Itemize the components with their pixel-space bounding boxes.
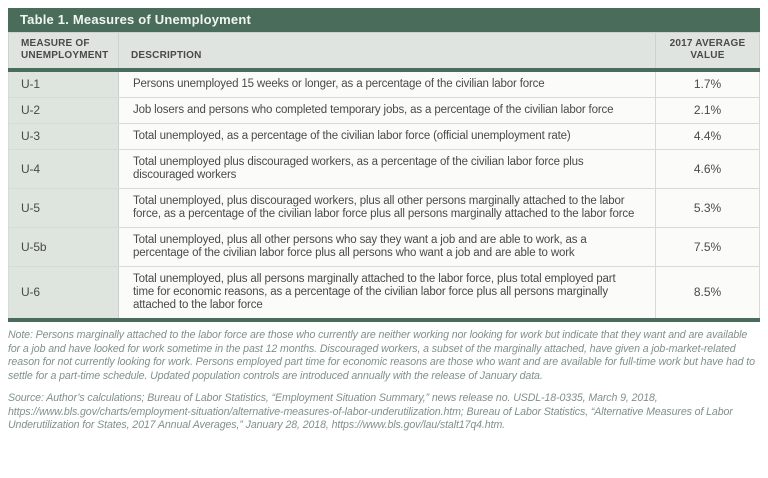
table-row (9, 267, 760, 321)
table-row (9, 98, 760, 124)
measure-description: Total unemployed, plus all other persons who say they want a job and are able to work, as a percentage of the civilian labor force plus all persons who want a job and are able to work (119, 228, 656, 267)
measure-value: 4.6% (656, 150, 760, 189)
table-figure (8, 8, 760, 433)
unemployment-table (8, 32, 760, 322)
table-row (9, 228, 760, 267)
measure-description: Total unemployed, plus discouraged workers, plus all other persons marginally attached to the labor force, as a percentage of the civilian labor force plus all persons marginally attached to the labor force (119, 189, 656, 228)
table-row (9, 124, 760, 150)
table-note: Note: Persons marginally attached to the labor force are those who currently are neither working nor looking for work but indicate that they want and are available for a job and have looked for work sometime in the past 12 months. Discouraged workers, a subset of the marginally attached, have given a job-market-related reason for not currently looking for work. Persons employed part time for economic reasons are those who want and are available for full-time work but have had to settle for a part-time schedule. Updated population controls are introduced annually with the release of January data. (8, 329, 755, 382)
table-row (9, 150, 760, 189)
measure-value: 1.7% (656, 70, 760, 98)
measure-label: U-2 (9, 98, 119, 124)
table-row (9, 189, 760, 228)
table-row (9, 70, 760, 98)
measure-value: 4.4% (656, 124, 760, 150)
measure-description: Total unemployed, plus all persons marginally attached to the labor force, plus total employed part time for economic reasons, as a percentage of the civilian labor force plus all persons marginally attached to the labor force (119, 267, 656, 321)
measure-label: U-6 (9, 267, 119, 321)
measure-label: U-5 (9, 189, 119, 228)
measure-value: 7.5% (656, 228, 760, 267)
column-header-measure: MEASURE OF UNEMPLOYMENT (9, 33, 119, 71)
measure-description: Total unemployed, as a percentage of the civilian labor force (official unemployment rate) (119, 124, 656, 150)
table-title: Table 1. Measures of Unemployment (8, 8, 760, 32)
measure-description: Persons unemployed 15 weeks or longer, as a percentage of the civilian labor force (119, 70, 656, 98)
measure-value: 2.1% (656, 98, 760, 124)
table-source: Source: Author’s calculations; Bureau of Labor Statistics, “Employment Situation Summary,” news release no. USDL-18-0335, March 9, 2018, https://www.bls.gov/charts/employment-situation/alternative-measures-of-labor-underutilization.htm; Bureau of Labor Statistics, “Alternative Measures of Labor Underutilization for States, 2017 Annual Averages,” January 28, 2018, https://www.bls.gov/lau/stalt17q4.htm. (8, 392, 733, 431)
header-row (9, 33, 760, 71)
measure-value: 8.5% (656, 267, 760, 321)
column-header-value: 2017 AVERAGE VALUE (656, 33, 760, 71)
measure-description: Total unemployed plus discouraged workers, as a percentage of the civilian labor force plus discouraged workers (119, 150, 656, 189)
measure-value: 5.3% (656, 189, 760, 228)
measure-description: Job losers and persons who completed temporary jobs, as a percentage of the civilian labor force (119, 98, 656, 124)
measure-label: U-5b (9, 228, 119, 267)
measure-label: U-4 (9, 150, 119, 189)
column-header-description: DESCRIPTION (119, 33, 656, 71)
measure-label: U-3 (9, 124, 119, 150)
measure-label: U-1 (9, 70, 119, 98)
